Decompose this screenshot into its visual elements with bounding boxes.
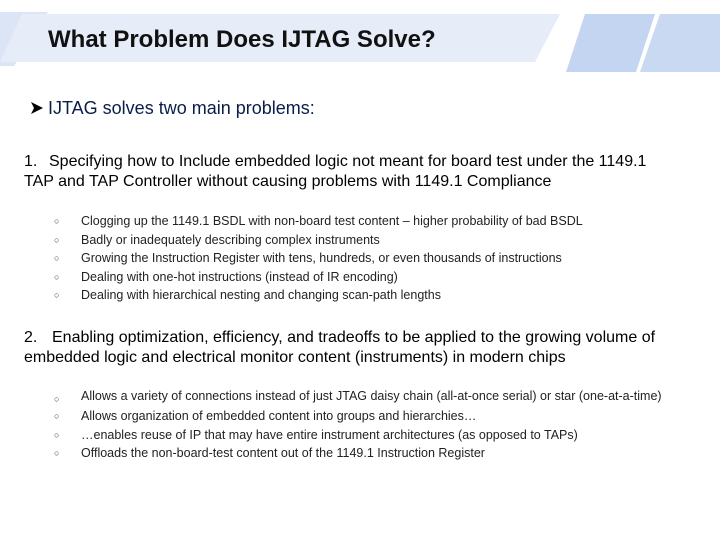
circle-bullet-icon: ○ (54, 216, 60, 226)
list-item-text: Clogging up the 1149.1 BSDL with non-board test content – higher probability of bad BSDL (81, 214, 583, 228)
list-item (54, 426, 674, 445)
list-item-text: Badly or inadequately describing complex instruments (81, 232, 380, 247)
circle-bullet-icon: ○ (54, 234, 60, 245)
list-item (54, 407, 674, 426)
problem-2-subpoints (54, 390, 674, 463)
list-item (54, 286, 583, 305)
circle-bullet-icon: ○ (54, 290, 60, 300)
circle-bullet-icon: ○ (54, 271, 60, 282)
list-item (54, 390, 674, 403)
circle-bullet-icon: ○ (54, 411, 60, 421)
list-item (54, 231, 583, 250)
list-item-text: Dealing with one-hot instructions (instead of IR encoding) (81, 269, 398, 284)
list-item-text: Growing the Instruction Register with tens, hundreds, or even thousands of instructions (81, 251, 562, 265)
arrow-bullet-icon (30, 98, 48, 119)
list-item (54, 212, 583, 231)
list-item-text: Allows organization of embedded content into groups and hierarchies… (81, 409, 477, 423)
list-item-text: …enables reuse of IP that may have entire instrument architectures (as opposed to TAPs) (81, 427, 578, 442)
circle-bullet-icon: ○ (54, 253, 60, 263)
intro-line (30, 98, 315, 119)
problem-text: Enabling optimization, efficiency, and tradeoffs to be applied to the growing volume of embedded logic and electrical monitor content (instruments) in modern chips (24, 329, 656, 366)
list-item (54, 268, 583, 287)
list-item-text: Dealing with hierarchical nesting and changing scan-path lengths (81, 288, 441, 302)
intro-text: IJTAG solves two main problems: (48, 98, 315, 118)
circle-bullet-icon: ○ (54, 448, 60, 458)
title-banner (0, 0, 720, 78)
problem-text: Specifying how to Include embedded logic not meant for board test under the 1149.1 TAP and TAP Controller without causing problems with 1149.1 Compliance (24, 153, 647, 190)
list-item (54, 249, 583, 268)
list-item (54, 444, 674, 463)
problem-number: 1. (24, 153, 38, 170)
circle-bullet-icon: ○ (54, 394, 60, 404)
list-item-text: Allows a variety of connections instead of just JTAG daisy chain (all-at-once serial) or star (one-at-a-time) (81, 389, 662, 403)
problem-1-subpoints (54, 212, 583, 305)
page-title: What Problem Does IJTAG Solve? (48, 26, 436, 53)
circle-bullet-icon: ○ (54, 429, 60, 440)
list-item-text: Offloads the non-board-test content out of the 1149.1 Instruction Register (81, 446, 485, 460)
problem-number: 2. (24, 329, 38, 346)
